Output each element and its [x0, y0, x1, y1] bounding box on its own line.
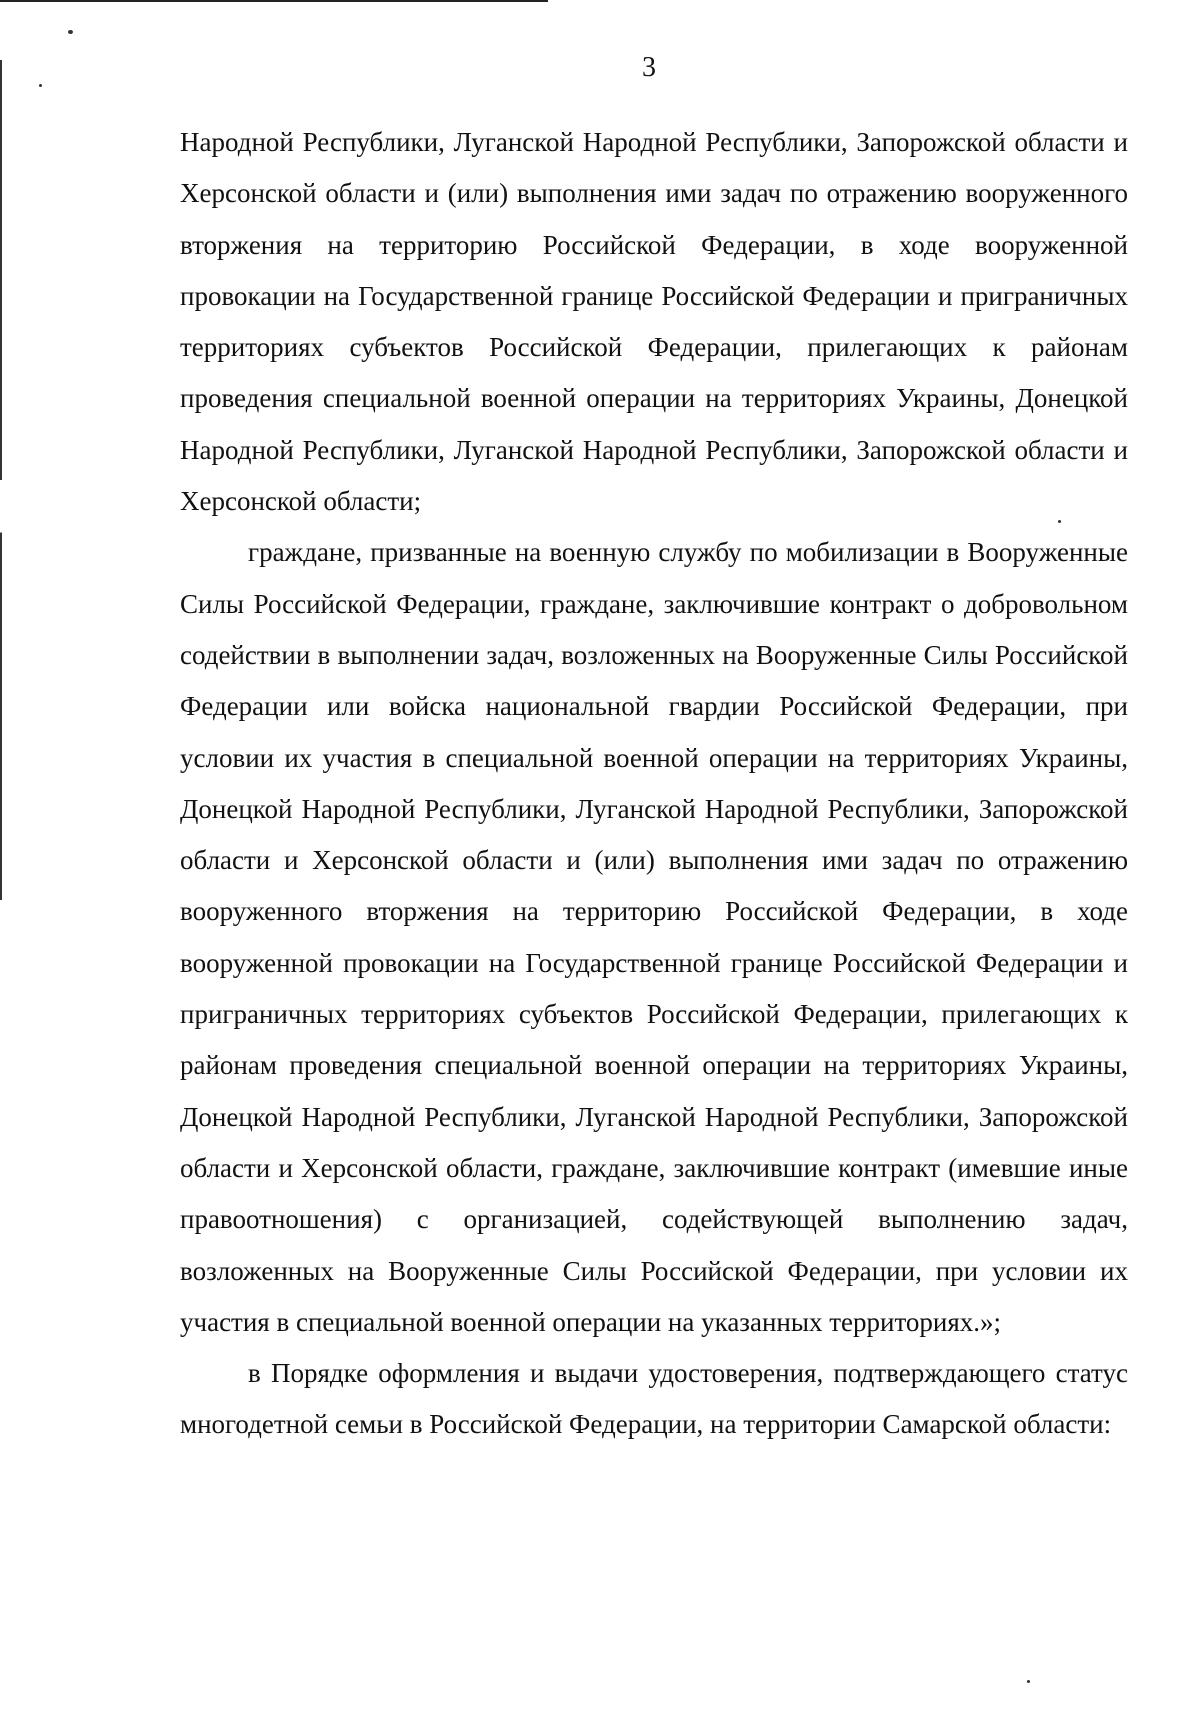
scan-speck — [39, 84, 42, 87]
paragraph-1: Народной Республики, Луганской Народной Республики, Запорожской области и Херсонской области и (или) выполнения ими задач по отражению вооруженного вторжения на территорию Российской Федерации, в ходе вооруженной провокации на Государственной границе Российской Федерации и приграничных территориях субъектов Российской Федерации, прилегающих к районам проведения специальной военной операции на территориях Украины, Донецкой Народной Республики, Луганской Народной Республики, Запорожской области и Херсонской области; — [180, 127, 1128, 517]
document-body — [180, 117, 1128, 1451]
paragraph-2: граждане, призванные на военную службу по мобилизации в Вооруженные Силы Российской Федерации, граждане, заключившие контракт о добровольном содействии в выполнении задач, возложенных на Вооруженные Силы Российской Федерации или войска национальной гвардии Российской Федерации, при условии их участия в специальной военной операции на территориях Украины, Донецкой Народной Республики, Луганской Народной Республики, Запорожской области и Херсонской области и (или) выполнения ими задач по отражению вооруженного вторжения на территорию Российской Федерации, в ходе вооруженной провокации на Государственной границе Российской Федерации и приграничных территориях субъектов Российской Федерации, прилегающих к районам проведения специальной военной операции на территориях Украины, Донецкой Народной Республики, Луганской Народной Республики, Запорожской области и Херсонской области, граждане, заключившие контракт (имевшие иные правоотношения) с организацией, содействующей выполнению задач, возложенных на Вооруженные Силы Российской Федерации, при условии их участия в специальной военной операции на указанных территориях.»; — [180, 537, 1128, 1337]
scan-edge-top — [0, 0, 548, 2]
scan-speck — [68, 30, 73, 34]
page-number: 3 — [642, 52, 656, 83]
scan-speck — [1027, 1680, 1030, 1683]
paragraph-3: в Порядке оформления и выдачи удостоверения, подтверждающего статус многодетной семьи в Российской Федерации, на территории Самарской области: — [180, 1358, 1128, 1440]
scan-edge-left — [0, 60, 2, 1110]
